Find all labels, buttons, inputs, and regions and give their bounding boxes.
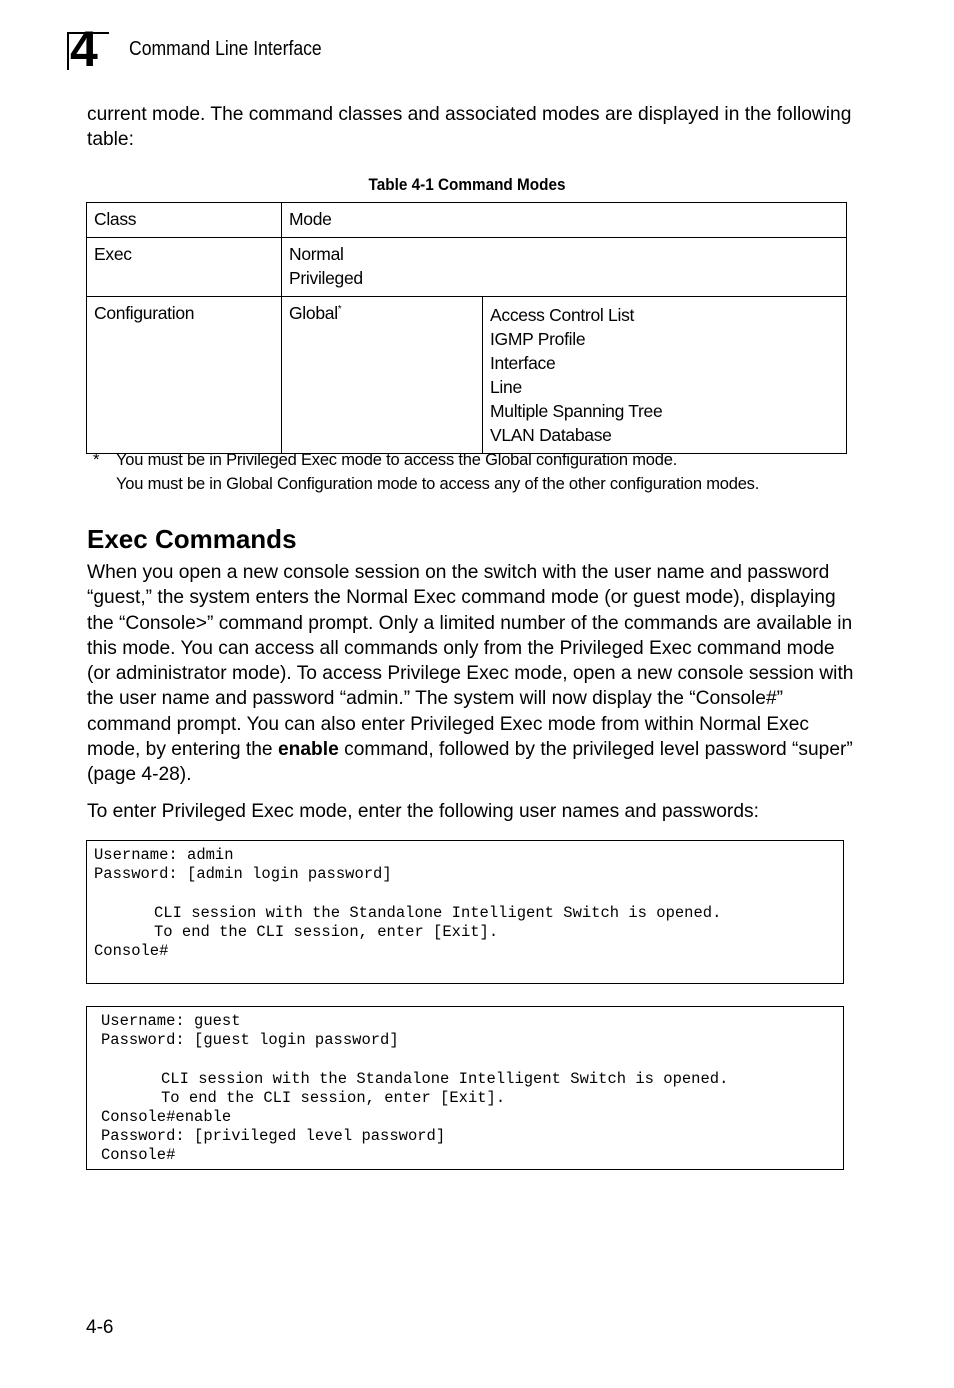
table-header-row (87, 203, 847, 238)
exec-mode-privileged: Privileged (289, 268, 363, 288)
code-line: Console#enable (101, 1107, 232, 1126)
running-header-title: Command Line Interface (129, 38, 322, 60)
submode-item: Multiple Spanning Tree (490, 401, 663, 421)
table-footnote (93, 448, 759, 496)
code-line: Password: [guest login password] (101, 1031, 399, 1050)
submode-item: IGMP Profile (490, 329, 586, 349)
code-line: Password: [privileged level password] (101, 1127, 446, 1146)
config-submodes-cell (483, 297, 847, 454)
code-line: Password: [admin login password] (94, 865, 392, 884)
submode-item: Interface (490, 353, 556, 373)
table-row-exec (87, 238, 847, 297)
admin-login-code-block (86, 840, 844, 984)
paragraph-text-continued: command, followed by the privileged level password “super” (page 4-28). (87, 739, 853, 786)
page-number: 4-6 (86, 1317, 114, 1338)
exec-modes-cell (282, 238, 847, 297)
exec-commands-paragraph (87, 560, 857, 788)
code-line: Console# (101, 1146, 176, 1165)
config-mode-global: Global (289, 303, 338, 323)
code-blank-line (94, 884, 843, 903)
footnote-asterisk: * (93, 451, 100, 469)
header-class: Class (87, 203, 282, 238)
header-mode: Mode (282, 203, 847, 238)
footnote-line-1: You must be in Privileged Exec mode to access the Global configuration mode. (116, 451, 678, 469)
code-line: CLI session with the Standalone Intelligent Switch is opened. (161, 1069, 729, 1088)
enable-command: enable (277, 739, 339, 761)
exec-class-cell: Exec (87, 238, 282, 297)
config-mode-cell (282, 297, 483, 454)
code-line: Username: admin (94, 846, 234, 864)
submode-item: Line (490, 377, 522, 397)
chapter-number: 4 (70, 21, 98, 77)
code-line: Username: guest (101, 1012, 241, 1030)
instruction-paragraph: To enter Privileged Exec mode, enter the following user names and passwords: (87, 801, 759, 822)
table-caption: Table 4-1 Command Modes (368, 175, 566, 194)
config-class-cell: Configuration (87, 297, 282, 454)
section-heading: Exec Commands (87, 524, 297, 554)
code-blank-line (101, 1050, 843, 1069)
table-row-configuration (87, 297, 847, 454)
submode-item: Access Control List (490, 305, 635, 325)
exec-mode-normal: Normal (289, 244, 344, 264)
code-line: Console# (94, 941, 169, 960)
code-line: CLI session with the Standalone Intelligent Switch is opened. (154, 903, 722, 922)
footnote-line-2: You must be in Global Configuration mode to access any of the other configuration modes. (116, 475, 760, 493)
code-line: To end the CLI session, enter [Exit]. (154, 922, 499, 941)
footnote-marker: * (337, 304, 342, 316)
intro-paragraph: current mode. The command classes and associated modes are displayed in the following table: (87, 104, 852, 151)
paragraph-text: When you open a new console session on the switch with the user name and password “guest,” the system enters the Normal Exec command mode (or guest mode), displaying the “Console>” command prompt. Only a limited number of the commands are available in this mode. You can access all commands only from the Privileged Exec command mode (or administrator mode). To access Privilege Exec mode, open a new console session with the user name and password “admin.” The system will now display the “Console#” command prompt. You can also enter Privileged Exec mode from within Normal Exec mode, by entering the (87, 562, 854, 761)
command-modes-table (86, 202, 847, 454)
code-line: To end the CLI session, enter [Exit]. (161, 1088, 506, 1107)
guest-login-code-block (86, 1006, 844, 1170)
submode-item: VLAN Database (490, 425, 612, 445)
